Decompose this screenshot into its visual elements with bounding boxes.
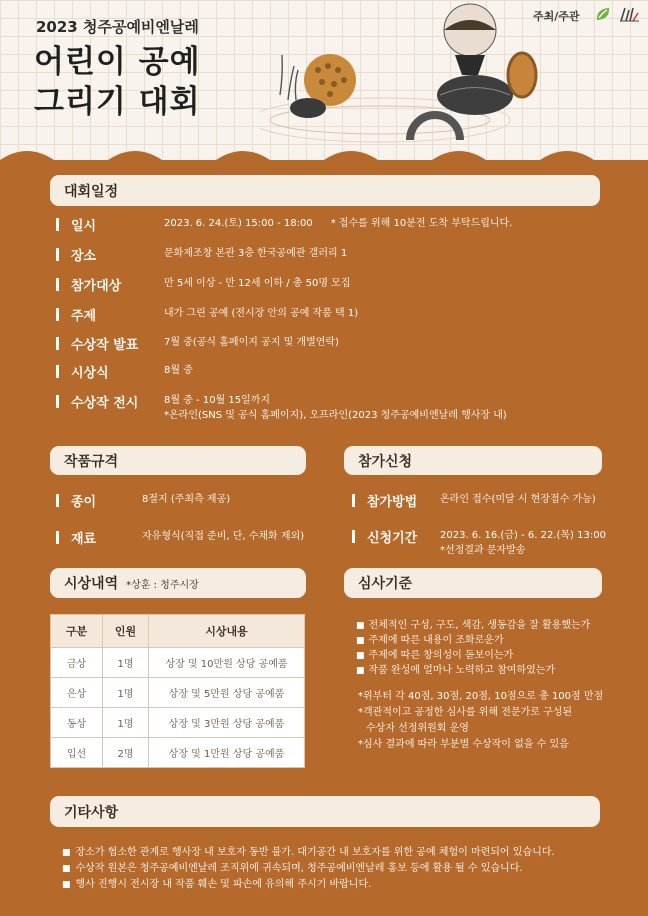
judging-heading-text: 심사기준	[358, 576, 413, 592]
row-label: 신청기간	[352, 527, 440, 546]
judging-criterion: ■ 작품 완성에 얼마나 노력하고 참여하였는가	[356, 663, 555, 679]
row-value-detail: *온라인(SNS 및 공식 홈페이지), 오프라인(2023 청주공예비엔날레 행사장 내)	[164, 410, 507, 421]
table-cell: 2명	[103, 738, 149, 768]
row-label: 수상작 발표	[56, 334, 164, 353]
apply-row-period	[352, 527, 606, 558]
row-value: 내가 그린 공예 (전시장 안의 공예 작품 택 1)	[164, 308, 359, 319]
title-line-1: 어린이 공예	[34, 44, 201, 80]
section-etc-heading	[50, 796, 600, 827]
biennale-logo-icon	[618, 5, 640, 23]
craft-illustration	[260, 0, 540, 160]
row-label: 참가방법	[352, 491, 440, 510]
judging-note: *위부터 각 40점, 30점, 20점, 10점으로 총 100점 만점	[358, 691, 604, 702]
etc-note: ■ 장소가 협소한 관계로 행사장 내 보호자 동반 불가. 대기공간 내 보호자를 위한 공예 체험이 마련되어 있습니다.	[62, 845, 555, 861]
row-label: 장소	[56, 245, 164, 264]
row-value: 문화제조창 본관 3층 한국공예관 갤러리 1	[164, 248, 348, 259]
table-cell: 입선	[51, 738, 103, 768]
row-label: 참가대상	[56, 275, 164, 294]
judging-note: 수상자 선정위원회 운영	[366, 723, 469, 734]
section-judging-heading	[344, 568, 602, 598]
row-value: 7월 중(공식 홈페이지 공지 및 개별연락)	[164, 337, 339, 348]
row-note: * 접수를 위해 10분전 도착 부탁드립니다.	[330, 218, 513, 229]
table-header: 인원	[103, 615, 149, 648]
title-line-2: 그리기 대회	[34, 84, 201, 120]
table-row	[51, 708, 305, 738]
table-cell: 상장 및 5만원 상당 공예품	[149, 678, 305, 708]
schedule-row-announce	[56, 334, 339, 353]
row-value: 2023. 6. 16.(금) - 6. 22.(목) 13:00	[440, 530, 606, 541]
section-schedule-heading	[50, 175, 600, 206]
judging-note: *객관적이고 공정한 심사를 위해 전문가로 구성된	[358, 707, 573, 718]
schedule-row-theme	[56, 305, 358, 324]
schedule-row-target	[56, 275, 351, 294]
table-cell: 1명	[103, 678, 149, 708]
awards-table	[50, 614, 305, 768]
row-value: 8절지 (주최측 제공)	[142, 494, 231, 505]
judging-criterion: ■ 주제에 따른 창의성이 돋보이는가	[356, 648, 513, 664]
row-label: 재료	[56, 528, 142, 547]
table-cell: 1명	[103, 708, 149, 738]
schedule-row-exhibit	[56, 392, 507, 423]
section-spec-heading	[50, 446, 306, 475]
table-cell: 상장 및 3만원 상당 공예품	[149, 708, 305, 738]
table-row	[51, 678, 305, 708]
spec-row-material	[56, 528, 304, 547]
organizer-logo-icon	[594, 5, 612, 23]
judging-criterion: ■ 주제에 따른 내용이 조화로운가	[356, 633, 504, 649]
row-value: 자유형식(직접 준비, 단, 수채화 제외)	[142, 531, 305, 542]
page-title	[34, 42, 201, 122]
schedule-row-date	[56, 215, 512, 234]
apply-heading-text: 참가신청	[358, 453, 413, 470]
awards-heading-text: 시상내역	[64, 576, 119, 592]
etc-heading-text: 기타사항	[64, 804, 119, 821]
table-row	[51, 738, 305, 768]
etc-note: ■ 수상작 원본은 청주공예비엔날레 조직위에 귀속되며, 청주공예비엔날레 홍보 등에 활용 될 수 있습니다.	[62, 861, 523, 877]
row-value: 만 5세 이상 - 만 12세 이하 / 총 50명 모집	[164, 278, 351, 289]
table-cell: 금상	[51, 648, 103, 678]
row-value: 8월 중	[164, 365, 193, 376]
table-cell: 은상	[51, 678, 103, 708]
event-subtitle: 2023 청주공예비엔날레	[36, 18, 199, 36]
host-label: 주최/주관	[533, 10, 580, 23]
section-apply-heading	[344, 446, 602, 475]
row-label: 시상식	[56, 362, 164, 381]
row-value: 2023. 6. 24.(토) 15:00 - 18:00	[164, 218, 313, 229]
row-label: 일시	[56, 215, 164, 234]
row-label: 주제	[56, 305, 164, 324]
schedule-row-ceremony	[56, 362, 193, 381]
row-value: 8월 중 - 10월 15일까지	[164, 395, 271, 406]
table-row	[51, 648, 305, 678]
table-cell: 상장 및 10만원 상당 공예품	[149, 648, 305, 678]
row-label: 수상작 전시	[56, 392, 164, 411]
row-value-detail: *선정결과 문자발송	[440, 545, 526, 556]
awards-note: *상훈 : 청주시장	[126, 579, 199, 591]
schedule-row-place	[56, 245, 347, 264]
row-value: 온라인 접수(미달 시 현장접수 가능)	[440, 494, 596, 505]
table-cell: 동상	[51, 708, 103, 738]
row-label: 종이	[56, 491, 142, 510]
table-header: 시상내용	[149, 615, 305, 648]
judging-criterion: ■ 전체적인 구성, 구도, 색감, 생동감을 잘 활용했는가	[356, 618, 590, 634]
table-cell: 상장 및 1만원 상당 공예품	[149, 738, 305, 768]
table-header: 구분	[51, 615, 103, 648]
apply-row-method	[352, 491, 596, 510]
spec-heading-text: 작품규격	[64, 453, 119, 470]
spec-row-paper	[56, 491, 230, 510]
etc-note: ■ 행사 진행시 전시장 내 작품 훼손 및 파손에 유의해 주시기 바랍니다.	[62, 877, 371, 893]
section-awards-heading	[50, 568, 306, 598]
schedule-heading-text: 대회일정	[64, 183, 119, 200]
table-cell: 1명	[103, 648, 149, 678]
judging-note: *심사 결과에 따라 부분별 수상작이 없을 수 있음	[358, 739, 569, 750]
